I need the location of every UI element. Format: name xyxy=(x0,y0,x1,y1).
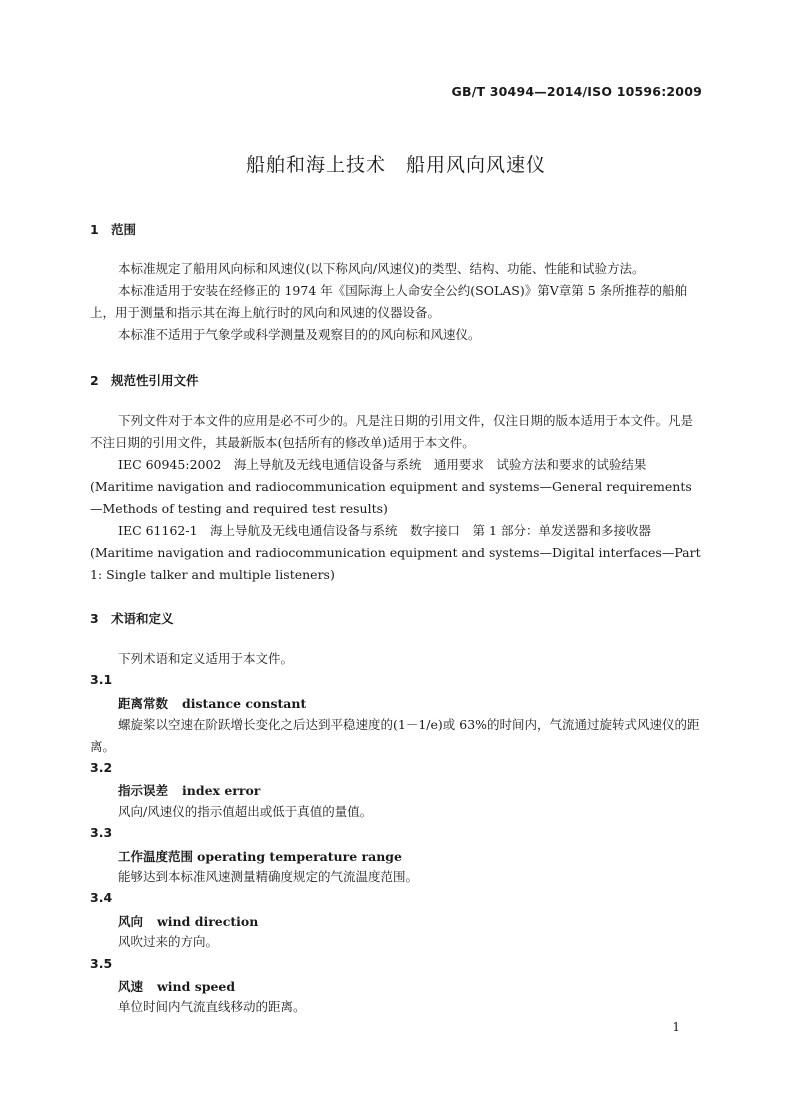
section-title: 规范性引用文件 xyxy=(111,373,199,388)
section-title: 范围 xyxy=(111,222,137,237)
section-heading-normative-references xyxy=(90,371,199,389)
term-english: wind direction xyxy=(157,914,259,929)
standard-code-header: GB/T 30494—2014/ISO 10596:2009 xyxy=(451,84,702,99)
term-chinese: 风速 xyxy=(118,979,144,994)
term-chinese: 指示误差 xyxy=(118,783,169,798)
term-english: index error xyxy=(182,783,261,798)
term-entry xyxy=(118,694,306,712)
term-number: 3.5 xyxy=(90,956,113,971)
term-number: 3.3 xyxy=(90,825,113,840)
term-definition: 风吹过来的方向。 xyxy=(118,934,219,949)
section-number: 3 xyxy=(90,611,99,626)
term-definition: 单位时间内气流直线移动的距离。 xyxy=(118,999,306,1014)
term-entry xyxy=(118,912,258,930)
term-number: 3.2 xyxy=(90,760,113,775)
reference-iec-61162-1: IEC 61162-1 海上导航及无线电通信设备与系统 数字接口 第 1 部分：单发送器和多接收器(Maritime navigation and radiocommunication equipment and systems—Digital interfaces—Part 1: Single talker and multiple listeners) xyxy=(90,523,701,582)
term-number: 3.1 xyxy=(90,672,113,687)
term-definition: 风向/风速仪的指示值超出或低于真值的量值。 xyxy=(118,804,373,819)
section-heading-scope xyxy=(90,220,136,238)
section-heading-terms-definitions xyxy=(90,609,174,627)
term-english: wind speed xyxy=(157,979,236,994)
term-entry xyxy=(118,977,235,995)
term-entry xyxy=(118,781,260,799)
paragraph: 本标准规定了船用风向标和风速仪(以下称风向/风速仪)的类型、结构、功能、性能和试验方法。 xyxy=(118,261,645,276)
document-title: 船舶和海上技术 船用风向风速仪 xyxy=(245,154,546,176)
page-number: 1 xyxy=(672,1020,680,1034)
paragraph: 下列术语和定义适用于本文件。 xyxy=(118,651,294,666)
term-chinese: 风向 xyxy=(118,914,144,929)
section-number: 2 xyxy=(90,373,99,388)
paragraph: 本标准适用于安装在经修正的 1974 年《国际海上人命安全公约(SOLAS)》第Ⅴ章第 5 条所推荐的船舶上，用于测量和指示其在海上航行时的风向和风速的仪器设备。 xyxy=(90,283,688,320)
section-number: 1 xyxy=(90,222,99,237)
term-entry xyxy=(118,847,402,865)
reference-iec-60945: IEC 60945:2002 海上导航及无线电通信设备与系统 通用要求 试验方法和要求的试验结果(Maritime navigation and radiocommunication equipment and systems—General requirements—Methods of testing and required test results) xyxy=(90,457,692,516)
term-chinese: 距离常数 xyxy=(118,696,169,711)
term-english: operating temperature range xyxy=(197,849,402,864)
section-title: 术语和定义 xyxy=(111,611,174,626)
paragraph: 下列文件对于本文件的应用是必不可少的。凡是注日期的引用文件，仅注日期的版本适用于本文件。凡是不注日期的引用文件，其最新版本(包括所有的修改单)适用于本文件。 xyxy=(90,413,694,450)
term-definition: 能够达到本标准风速测量精确度规定的气流温度范围。 xyxy=(118,869,419,884)
term-english: distance constant xyxy=(182,696,307,711)
term-chinese: 工作温度范围 xyxy=(118,849,194,864)
term-number: 3.4 xyxy=(90,890,113,905)
paragraph: 本标准不适用于气象学或科学测量及观察目的的风向标和风速仪。 xyxy=(118,327,481,342)
term-definition: 螺旋桨以空速在阶跃增长变化之后达到平稳速度的(1－1/e)或 63%的时间内，气流通过旋转式风速仪的距离。 xyxy=(90,717,700,754)
